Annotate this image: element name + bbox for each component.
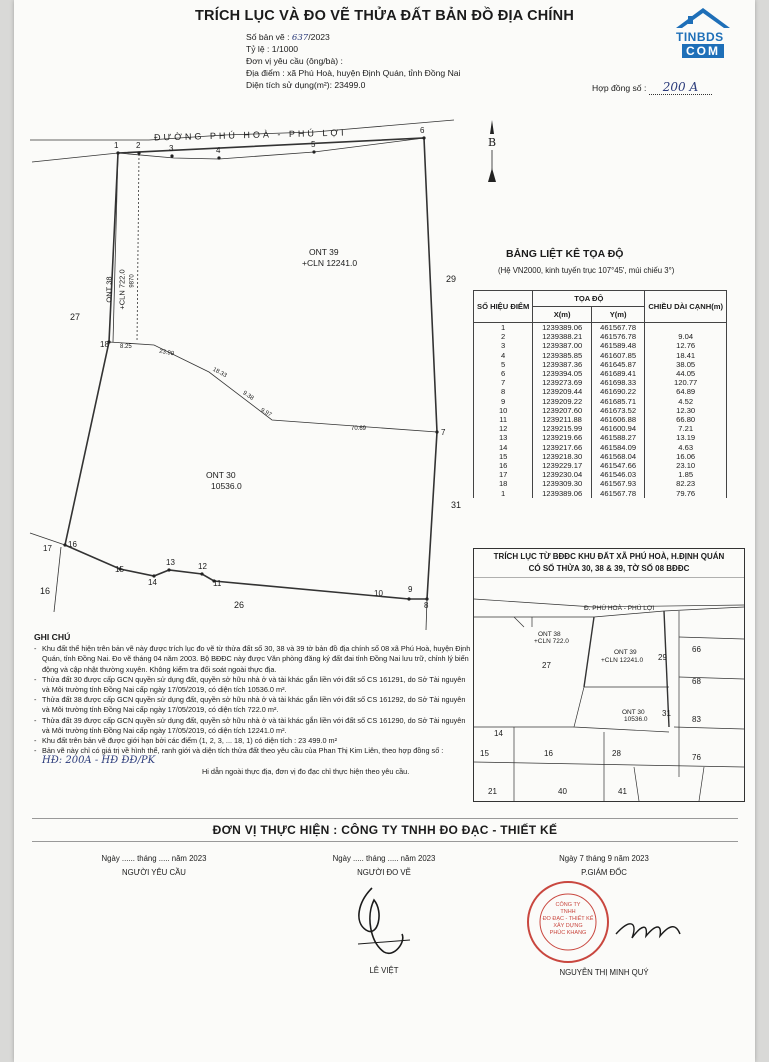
coord-cell-p: 8 (474, 387, 533, 396)
coord-row (474, 479, 727, 488)
dim-label: 23.99 (158, 348, 175, 358)
parcel-boundary (65, 138, 437, 599)
sig-requester-role: NGƯỜI YÊU CẦU (122, 868, 186, 877)
coord-cell-l: 1.85 (645, 470, 727, 479)
neighbor-26: 26 (234, 600, 245, 610)
inset-title-1: TRÍCH LỤC TỪ BĐĐC KHU ĐẤT XÃ PHÚ HOÀ, H.ĐỊNH QUÁN (493, 552, 725, 561)
coord-row (474, 433, 727, 442)
note-item: - Bản vẽ này chỉ có giá trị về hình thể, ranh giới và diện tích thửa đất theo yêu cầu của Phan Thị Kim Liên, theo hợp đồng số : (34, 746, 474, 756)
note-last: Hi dẫn ngoài thực địa, đơn vị đo đạc chỉ thực hiện theo yêu cầu. (202, 766, 410, 776)
contract-number-handwritten: 200 A (649, 80, 712, 95)
point-14: 14 (148, 578, 157, 587)
coord-cell-x: 1239394.05 (533, 369, 592, 378)
inset-num: 15 (480, 749, 489, 758)
point-5: 5 (311, 140, 316, 149)
inset-num: 41 (618, 787, 627, 796)
road-name: ĐƯỜNG PHÚ HOÀ - PHÚ LỢI (153, 127, 347, 143)
coord-cell-y: 461567.78 (591, 323, 644, 333)
coord-cell-l: 12.76 (645, 341, 727, 350)
inset-map (473, 548, 745, 802)
requesting-unit: Đơn vị yêu cầu (ông/bà) : (246, 56, 343, 66)
point-15: 15 (115, 565, 124, 574)
coord-cell-l: 38.05 (645, 360, 727, 369)
inset-num: 16 (544, 749, 553, 758)
coord-cell-y: 461607.85 (591, 351, 644, 360)
coord-cell-y: 461689.41 (591, 369, 644, 378)
inset-road: Đ. PHÚ HOÀ - PHÚ LỢI (584, 605, 655, 612)
coord-cell-y: 461589.48 (591, 341, 644, 350)
coord-cell-l (645, 323, 727, 333)
col-y: Y(m) (591, 307, 644, 323)
coord-row (474, 489, 727, 498)
coord-cell-p: 3 (474, 341, 533, 350)
coord-cell-p: 2 (474, 332, 533, 341)
coord-cell-l: 66.80 (645, 415, 727, 424)
stamp-text: CÔNG TY TNHH ĐO ĐẠC - THIẾT KẾ XÂY DỰNG PHÚC KHANG (542, 902, 594, 936)
point-3: 3 (169, 144, 174, 153)
coord-cell-x: 1239385.85 (533, 351, 592, 360)
coord-cell-l: 79.76 (645, 489, 727, 498)
coord-cell-l: 120.77 (645, 378, 727, 387)
inset-num: 14 (494, 729, 503, 738)
logo-text-com: COM (682, 44, 724, 58)
point-7: 7 (441, 428, 446, 437)
drawing-number: Số bản vẽ : 637/2023 (246, 32, 330, 43)
point-9: 9 (408, 585, 413, 594)
coord-cell-p: 15 (474, 452, 533, 461)
notes-section (34, 632, 474, 777)
point-10: 10 (374, 589, 383, 598)
coord-cell-y: 461600.94 (591, 424, 644, 433)
inset-title-2: CÓ SỐ THỬA 30, 38 & 39, TỜ SỐ 08 BĐĐC (528, 564, 690, 573)
coord-cell-p: 6 (474, 369, 533, 378)
inset-p30b: 10536.0 (624, 716, 648, 723)
coord-row (474, 332, 727, 341)
dim-label: 8.25 (120, 344, 132, 350)
coord-row (474, 360, 727, 369)
neighbor-27: 27 (70, 312, 81, 322)
coord-cell-p: 17 (474, 470, 533, 479)
coord-cell-y: 461576.78 (591, 332, 644, 341)
coord-cell-l: 4.63 (645, 443, 727, 452)
coord-cell-x: 1239219.66 (533, 433, 592, 442)
coord-row (474, 461, 727, 470)
coord-cell-x: 1239230.04 (533, 470, 592, 479)
col-point: SỐ HIỆU ĐIỂM (474, 291, 533, 323)
coord-cell-p: 9 (474, 397, 533, 406)
surveyor-signature (344, 882, 424, 962)
coord-row (474, 369, 727, 378)
point-11: 11 (213, 579, 222, 588)
coord-cell-y: 461567.78 (591, 489, 644, 498)
document-sheet (14, 0, 755, 1062)
coord-cell-x: 1239389.06 (533, 489, 592, 498)
coord-cell-x: 1239387.00 (533, 341, 592, 350)
coord-cell-y: 461690.22 (591, 387, 644, 396)
coord-cell-x: 1239229.17 (533, 461, 592, 470)
coord-cell-y: 461698.33 (591, 378, 644, 387)
coord-row (474, 341, 727, 350)
coord-cell-p: 16 (474, 461, 533, 470)
dim-label: 9.97 (259, 407, 273, 419)
sig-director-date: Ngày 7 tháng 9 năm 2023 (559, 854, 649, 863)
logo-text: TINBDS (676, 30, 724, 44)
coord-cell-p: 14 (474, 443, 533, 452)
neighbor-line (54, 547, 61, 612)
parcel-39-label: ONT 39 (309, 247, 339, 257)
coord-cell-p: 7 (474, 378, 533, 387)
parcel-38-area: +CLN 722.0 (117, 269, 127, 310)
note-item: - Khu đất trên bản vẽ được giới hạn bởi các điểm (1, 2, 3, ... 18, 1) có diện tích : 23 499.0 m² (34, 736, 474, 746)
coord-row (474, 415, 727, 424)
point-1: 1 (114, 141, 119, 150)
contract-handwritten: HĐ: 200A - HĐ ĐĐ/PK (42, 755, 156, 767)
coord-cell-p: 13 (474, 433, 533, 442)
north-arrow-icon (488, 120, 496, 182)
coord-cell-x: 1239209.44 (533, 387, 592, 396)
coordinate-table (473, 290, 727, 498)
col-length: CHIỀU DÀI CẠNH(m) (645, 291, 727, 323)
coord-cell-y: 461673.52 (591, 406, 644, 415)
inset-num: 68 (692, 677, 701, 686)
coord-cell-l: 12.30 (645, 406, 727, 415)
point-13: 13 (166, 558, 175, 567)
coord-cell-l: 9.04 (645, 332, 727, 341)
coord-cell-y: 461546.03 (591, 470, 644, 479)
point-6: 6 (420, 126, 425, 135)
dim-label: 18.33 (211, 366, 228, 380)
coord-row (474, 351, 727, 360)
coord-table-title: BẢNG LIỆT KÊ TỌA ĐỘ (506, 248, 624, 260)
sig-director-role: P.GIÁM ĐỐC (581, 868, 627, 877)
inset-num: 21 (488, 787, 497, 796)
coord-cell-y: 461584.09 (591, 443, 644, 452)
inset-p39b: +CLN 12241.0 (601, 657, 644, 664)
coord-row (474, 406, 727, 415)
coord-row (474, 397, 727, 406)
coord-cell-x: 1239217.66 (533, 443, 592, 452)
coord-cell-l: 64.89 (645, 387, 727, 396)
north-letter: B (488, 136, 497, 149)
point-17: 17 (43, 544, 52, 553)
neighbor-29: 29 (446, 274, 457, 284)
coord-cell-l: 4.52 (645, 397, 727, 406)
coord-table-subtitle: (Hệ VN2000, kinh tuyến trục 107°45', múi chiếu 3°) (498, 266, 675, 275)
parcel-38-width: 9870 (129, 274, 136, 288)
sig-surveyor-date: Ngày ..... tháng ..... năm 2023 (332, 854, 436, 863)
location: Địa điểm : xã Phú Hoà, huyện Định Quán, tỉnh Đồng Nai (246, 68, 461, 78)
col-coord: TỌA ĐỘ (533, 291, 645, 307)
coord-row (474, 323, 727, 333)
parcel-39-area: +CLN 12241.0 (302, 258, 358, 268)
coord-cell-l: 44.05 (645, 369, 727, 378)
coord-cell-y: 461547.66 (591, 461, 644, 470)
coord-cell-p: 5 (474, 360, 533, 369)
point-12: 12 (198, 562, 207, 571)
inset-num: 28 (612, 749, 621, 758)
scale: Tỷ lệ : 1/1000 (246, 44, 299, 54)
coord-cell-p: 1 (474, 489, 533, 498)
inset-num: 29 (658, 653, 667, 662)
coord-cell-x: 1239389.06 (533, 323, 592, 333)
point-16: 16 (68, 540, 77, 549)
coord-cell-l: 16.06 (645, 452, 727, 461)
parcel-30-area: 10536.0 (211, 481, 242, 491)
coord-cell-x: 1239388.21 (533, 332, 592, 341)
coord-cell-p: 10 (474, 406, 533, 415)
neighbor-31: 31 (451, 500, 462, 510)
document-title: TRÍCH LỤC VÀ ĐO VẼ THỬA ĐẤT BẢN ĐỒ ĐỊA CHÍNH (194, 8, 575, 24)
coord-cell-y: 461588.27 (591, 433, 644, 442)
parcel-38-line (137, 154, 139, 342)
coord-cell-p: 11 (474, 415, 533, 424)
coord-cell-y: 461568.04 (591, 452, 644, 461)
point-2: 2 (136, 141, 141, 150)
col-x: X(m) (533, 307, 592, 323)
coord-row (474, 387, 727, 396)
note-item: - Thửa đất 30 được cấp GCN quyền sử dụng đất, quyền sở hữu nhà ở và tài khác gắn liền với đất số CS 161291, do Sở Tài nguyên và Môi trường tỉnh Đồng Nai cấp ngày 17/05/2019, có diện tích 10536.0 m². (34, 675, 474, 695)
coord-cell-x: 1239207.60 (533, 406, 592, 415)
coord-cell-y: 461567.93 (591, 479, 644, 488)
coord-cell-x: 1239215.99 (533, 424, 592, 433)
parcel-38-label: ONT 38 (104, 276, 114, 303)
coord-cell-p: 1 (474, 323, 533, 333)
point-18: 18 (100, 340, 109, 349)
sig-requester-date: Ngày ...... tháng ..... năm 2023 (101, 854, 207, 863)
sig-surveyor-name: LÊ VIỆT (369, 966, 399, 975)
inset-p39: ONT 39 (614, 649, 637, 656)
inset-num: 76 (692, 753, 701, 762)
inset-p30: ONT 30 (622, 709, 645, 716)
coord-cell-y: 461606.88 (591, 415, 644, 424)
parcel-30-label: ONT 30 (206, 470, 236, 480)
point-8: 8 (424, 601, 429, 610)
coord-row (474, 452, 727, 461)
coord-cell-l: 13.19 (645, 433, 727, 442)
coord-cell-l: 82.23 (645, 479, 727, 488)
coord-row (474, 443, 727, 452)
coord-cell-x: 1239209.22 (533, 397, 592, 406)
coord-row (474, 470, 727, 479)
area-used: Diện tích sử dụng(m²): 23499.0 (246, 80, 366, 90)
executing-unit: ĐƠN VỊ THỰC HIỆN : CÔNG TY TNHH ĐO ĐẠC - THIẾT KẾ (32, 818, 738, 842)
internal-boundary (109, 342, 437, 432)
contract-number: Hợp đồng số : 200 A (592, 80, 712, 94)
coord-cell-l: 7.21 (645, 424, 727, 433)
coordinate-table-body (474, 323, 727, 498)
neighbor-16: 16 (40, 586, 51, 596)
inset-num: 66 (692, 645, 701, 654)
coord-row (474, 378, 727, 387)
inset-num: 27 (542, 661, 551, 670)
coord-cell-x: 1239273.69 (533, 378, 592, 387)
note-item: - Thửa đất 38 được cấp GCN quyền sử dụng đất, quyền sở hữu nhà ở và tài khác gắn liền với đất số CS 161292, do Sở Tài nguyên và Môi trường tỉnh Đồng Nai cấp ngày 17/05/2019, có diện tích 722.0 m². (34, 695, 474, 715)
coord-cell-x: 1239309.30 (533, 479, 592, 488)
coord-cell-x: 1239387.36 (533, 360, 592, 369)
inset-num: 40 (558, 787, 567, 796)
inset-p38b: +CLN 722.0 (534, 638, 569, 645)
inset-num: 31 (662, 709, 671, 718)
coord-cell-x: 1239218.30 (533, 452, 592, 461)
point-4: 4 (216, 146, 221, 155)
coord-cell-y: 461645.87 (591, 360, 644, 369)
sig-director-name: NGUYỄN THỊ MINH QUÝ (559, 968, 649, 977)
sig-surveyor-role: NGƯỜI ĐO VẼ (357, 868, 411, 877)
drawing-number-handwritten: 637 (291, 33, 309, 43)
coord-cell-y: 461685.71 (591, 397, 644, 406)
coord-cell-l: 18.41 (645, 351, 727, 360)
coord-cell-p: 18 (474, 479, 533, 488)
notes-title: GHI CHÚ (34, 632, 71, 642)
dim-label: 9.38 (241, 390, 255, 402)
coord-cell-p: 12 (474, 424, 533, 433)
coord-cell-p: 4 (474, 351, 533, 360)
inset-p38: ONT 38 (538, 631, 561, 638)
coord-cell-l: 23.10 (645, 461, 727, 470)
note-item: - Khu đất thể hiện trên bản vẽ này được trích lục đo vẽ từ thửa đất số 30, 38 và 39 tờ bản đồ địa chính số 08 xã Phú Hoà, huyện Định Quán, tỉnh Đồng Nai. Đo vẽ tháng 04 năm 2003. Bộ BĐĐC này được Văn phòng đăng ký đất đai tỉnh Đồng Nai lưu trữ, chỉnh lý biến động và cập nhật thường xuyên. Không kiểm tra đối soát ngoài thực địa. (34, 644, 474, 675)
inset-num: 83 (692, 715, 701, 724)
coord-cell-x: 1239211.88 (533, 415, 592, 424)
coord-row (474, 424, 727, 433)
dim-label: 70.69 (351, 426, 367, 432)
note-item: - Thửa đất 39 được cấp GCN quyền sử dụng đất, quyền sở hữu nhà ở và tài khác gắn liền với đất số CS 161290, do Sở Tài nguyên và Môi trường tỉnh Đồng Nai cấp ngày 17/05/2019, có diện tích 12241.0 m². (34, 716, 474, 736)
